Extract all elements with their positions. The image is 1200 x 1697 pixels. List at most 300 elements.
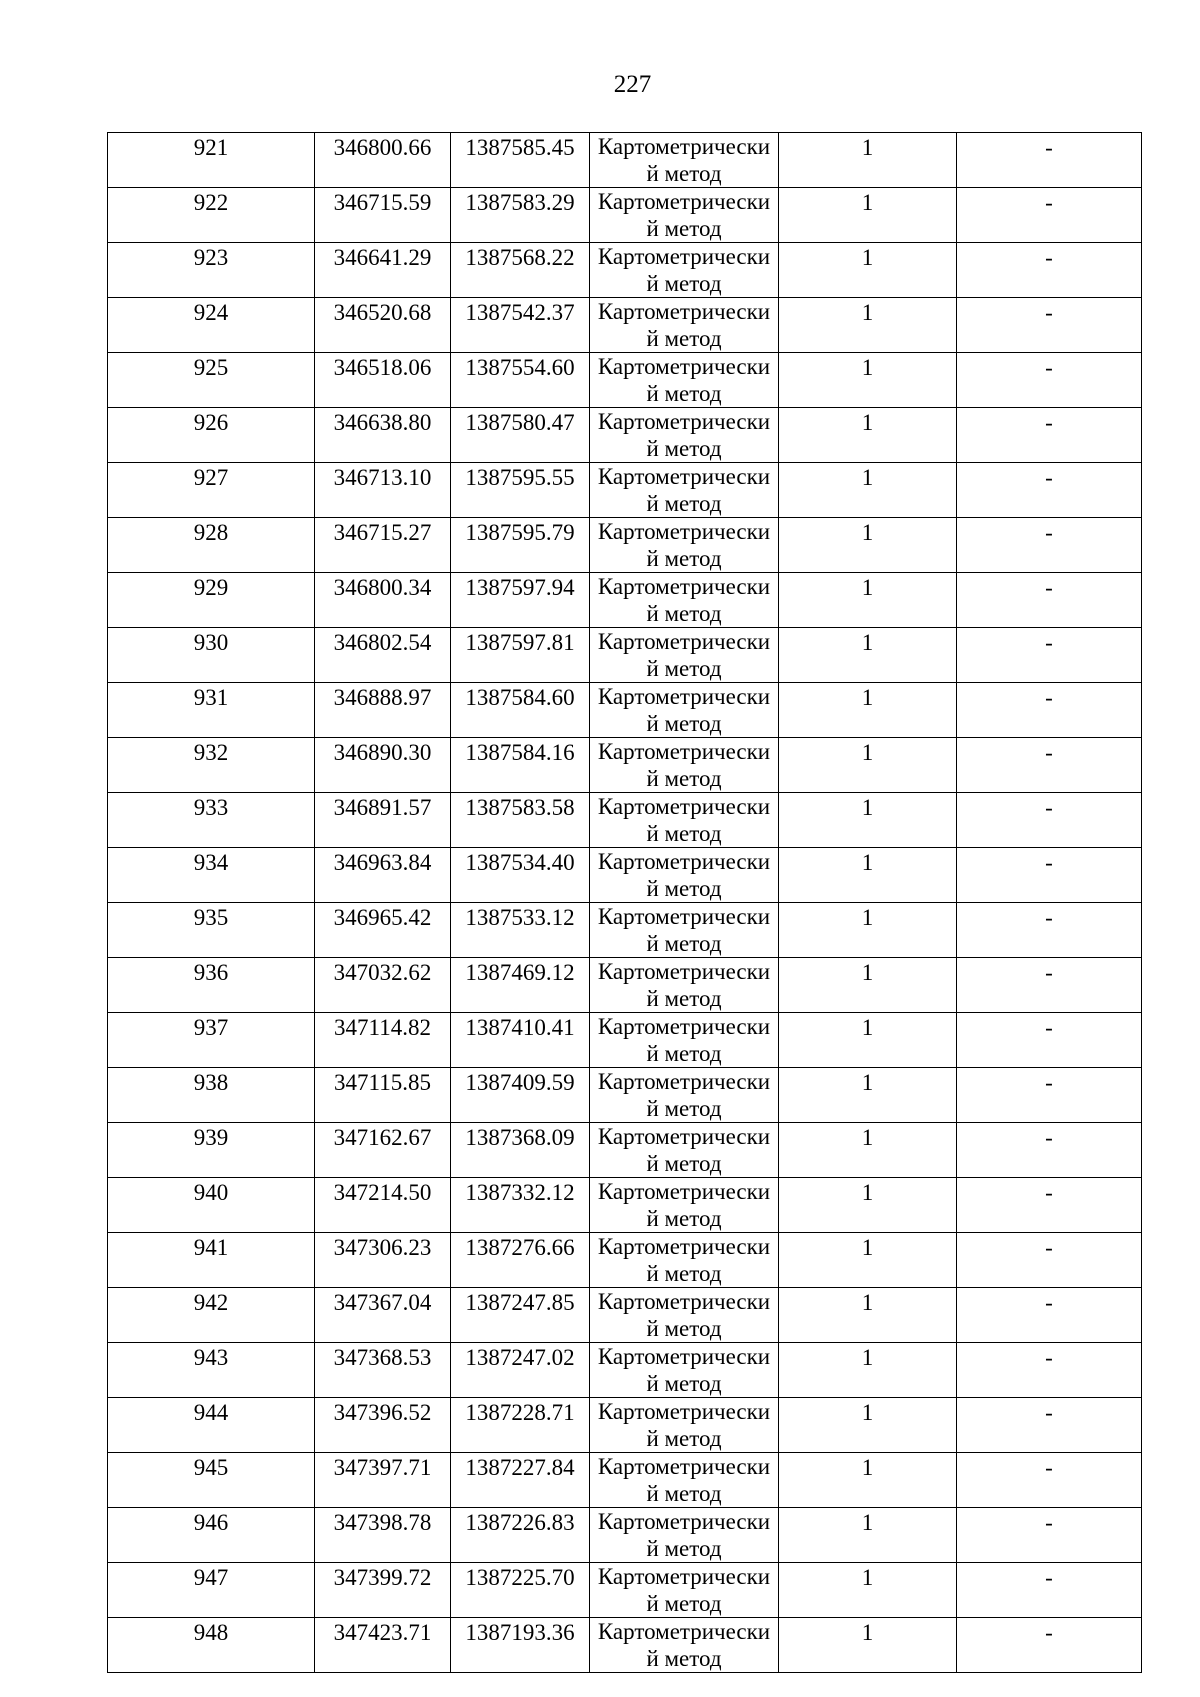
x-coordinate-cell (315, 353, 451, 408)
point-number-cell (108, 1123, 315, 1178)
y-coordinate-cell (451, 1343, 590, 1398)
method-cell (590, 628, 779, 683)
accuracy-cell (779, 1123, 957, 1178)
method-text-line-2: й метод (646, 1096, 722, 1121)
x-coordinate-value: 346802.54 (333, 630, 432, 655)
x-coordinate-cell (315, 1068, 451, 1123)
note-value: - (1045, 245, 1053, 270)
point-number-cell (108, 738, 315, 793)
x-coordinate-value: 346715.59 (333, 190, 432, 215)
method-text-line-2: й метод (646, 876, 722, 901)
method-text-line-2: й метод (646, 711, 722, 736)
x-coordinate-cell (315, 133, 451, 188)
note-cell (957, 958, 1142, 1013)
x-coordinate-value: 346963.84 (333, 850, 432, 875)
table-row (108, 188, 1142, 243)
point-number-value: 925 (193, 355, 229, 380)
method-text-line-2: й метод (646, 1426, 722, 1451)
y-coordinate-cell (451, 848, 590, 903)
y-coordinate-cell (451, 463, 590, 518)
method-text-line-1: Картометрически (597, 1454, 771, 1479)
x-coordinate-cell (315, 1618, 451, 1673)
accuracy-value: 1 (861, 1180, 874, 1205)
note-cell (957, 1233, 1142, 1288)
accuracy-value: 1 (861, 300, 874, 325)
accuracy-cell (779, 243, 957, 298)
method-text-line-2: й метод (646, 491, 722, 516)
point-number-cell (108, 133, 315, 188)
y-coordinate-cell (451, 1563, 590, 1618)
y-coordinate-value: 1387595.55 (465, 465, 575, 490)
method-text-line-2: й метод (646, 1371, 722, 1396)
method-text-line-1: Картометрически (597, 299, 771, 324)
note-cell (957, 628, 1142, 683)
accuracy-value: 1 (861, 630, 874, 655)
method-text-line-1: Картометрически (597, 1399, 771, 1424)
note-cell (957, 353, 1142, 408)
method-text-line-1: Картометрически (597, 1564, 771, 1589)
y-coordinate-value: 1387276.66 (465, 1235, 575, 1260)
point-number-cell (108, 793, 315, 848)
table-row (108, 1398, 1142, 1453)
method-cell (590, 1618, 779, 1673)
point-number-value: 946 (193, 1510, 229, 1535)
method-text-line-2: й метод (646, 931, 722, 956)
method-text-line-1: Картометрически (597, 1234, 771, 1259)
note-value: - (1045, 1015, 1053, 1040)
method-cell (590, 133, 779, 188)
table-row (108, 573, 1142, 628)
table-row (108, 1343, 1142, 1398)
x-coordinate-value: 346715.27 (333, 520, 432, 545)
y-coordinate-value: 1387332.12 (465, 1180, 575, 1205)
y-coordinate-cell (451, 903, 590, 958)
y-coordinate-value: 1387247.02 (465, 1345, 575, 1370)
x-coordinate-value: 346518.06 (333, 355, 432, 380)
x-coordinate-cell (315, 463, 451, 518)
accuracy-value: 1 (861, 1070, 874, 1095)
y-coordinate-value: 1387597.94 (465, 575, 575, 600)
method-text-line-2: й метод (646, 601, 722, 626)
method-text-line-2: й метод (646, 216, 722, 241)
x-coordinate-cell (315, 1343, 451, 1398)
method-text-line-1: Картометрически (597, 1509, 771, 1534)
method-text-line-2: й метод (646, 1261, 722, 1286)
y-coordinate-cell (451, 1068, 590, 1123)
y-coordinate-cell (451, 1013, 590, 1068)
accuracy-value: 1 (861, 465, 874, 490)
x-coordinate-cell (315, 188, 451, 243)
x-coordinate-cell (315, 903, 451, 958)
point-number-value: 937 (193, 1015, 229, 1040)
method-text-line-2: й метод (646, 1646, 722, 1671)
accuracy-value: 1 (861, 1455, 874, 1480)
accuracy-value: 1 (861, 575, 874, 600)
x-coordinate-cell (315, 1178, 451, 1233)
method-cell (590, 1013, 779, 1068)
method-text-line-1: Картометрически (597, 1289, 771, 1314)
accuracy-value: 1 (861, 795, 874, 820)
point-number-value: 944 (193, 1400, 229, 1425)
x-coordinate-value: 346638.80 (333, 410, 432, 435)
method-cell (590, 463, 779, 518)
point-number-value: 924 (193, 300, 229, 325)
accuracy-value: 1 (861, 685, 874, 710)
point-number-value: 921 (193, 135, 229, 160)
y-coordinate-cell (451, 1288, 590, 1343)
note-cell (957, 243, 1142, 298)
point-number-value: 928 (193, 520, 229, 545)
note-cell (957, 1288, 1142, 1343)
y-coordinate-cell (451, 1398, 590, 1453)
note-value: - (1045, 740, 1053, 765)
accuracy-cell (779, 793, 957, 848)
point-number-value: 948 (193, 1620, 229, 1645)
note-cell (957, 1068, 1142, 1123)
point-number-cell (108, 1563, 315, 1618)
x-coordinate-value: 347306.23 (333, 1235, 432, 1260)
y-coordinate-cell (451, 1123, 590, 1178)
x-coordinate-value: 346800.34 (333, 575, 432, 600)
note-value: - (1045, 355, 1053, 380)
x-coordinate-value: 346800.66 (333, 135, 432, 160)
note-value: - (1045, 1455, 1053, 1480)
note-value: - (1045, 1235, 1053, 1260)
point-number-value: 935 (193, 905, 229, 930)
y-coordinate-cell (451, 298, 590, 353)
table-row (108, 1453, 1142, 1508)
note-value: - (1045, 190, 1053, 215)
table-row (108, 518, 1142, 573)
accuracy-cell (779, 1178, 957, 1233)
y-coordinate-value: 1387193.36 (465, 1620, 575, 1645)
method-text-line-2: й метод (646, 1591, 722, 1616)
x-coordinate-value: 346713.10 (333, 465, 432, 490)
note-value: - (1045, 465, 1053, 490)
x-coordinate-cell (315, 628, 451, 683)
accuracy-value: 1 (861, 1345, 874, 1370)
point-number-cell (108, 1508, 315, 1563)
x-coordinate-value: 346890.30 (333, 740, 432, 765)
x-coordinate-value: 347032.62 (333, 960, 432, 985)
y-coordinate-value: 1387597.81 (465, 630, 575, 655)
method-text-line-1: Картометрически (597, 1179, 771, 1204)
y-coordinate-value: 1387584.60 (465, 685, 575, 710)
x-coordinate-cell (315, 793, 451, 848)
method-text-line-1: Картометрически (597, 1619, 771, 1644)
point-number-cell (108, 518, 315, 573)
method-cell (590, 188, 779, 243)
accuracy-value: 1 (861, 245, 874, 270)
note-cell (957, 738, 1142, 793)
accuracy-cell (779, 408, 957, 463)
note-cell (957, 573, 1142, 628)
accuracy-cell (779, 1398, 957, 1453)
note-cell (957, 463, 1142, 518)
x-coordinate-value: 347396.52 (333, 1400, 432, 1425)
note-value: - (1045, 1125, 1053, 1150)
accuracy-cell (779, 1618, 957, 1673)
y-coordinate-cell (451, 133, 590, 188)
y-coordinate-cell (451, 353, 590, 408)
x-coordinate-value: 346641.29 (333, 245, 432, 270)
method-text-line-1: Картометрически (597, 354, 771, 379)
point-number-cell (108, 1013, 315, 1068)
table-row (108, 408, 1142, 463)
point-number-value: 923 (193, 245, 229, 270)
accuracy-value: 1 (861, 905, 874, 930)
point-number-cell (108, 683, 315, 738)
accuracy-cell (779, 1508, 957, 1563)
point-number-value: 932 (193, 740, 229, 765)
accuracy-cell (779, 738, 957, 793)
note-value: - (1045, 850, 1053, 875)
point-number-value: 933 (193, 795, 229, 820)
point-number-value: 938 (193, 1070, 229, 1095)
accuracy-cell (779, 1068, 957, 1123)
point-number-cell (108, 463, 315, 518)
y-coordinate-cell (451, 243, 590, 298)
y-coordinate-cell (451, 958, 590, 1013)
point-number-cell (108, 1398, 315, 1453)
note-cell (957, 188, 1142, 243)
method-cell (590, 848, 779, 903)
point-number-value: 943 (193, 1345, 229, 1370)
accuracy-cell (779, 848, 957, 903)
point-number-cell (108, 1068, 315, 1123)
method-cell (590, 298, 779, 353)
note-value: - (1045, 410, 1053, 435)
y-coordinate-value: 1387584.16 (465, 740, 575, 765)
y-coordinate-value: 1387226.83 (465, 1510, 575, 1535)
x-coordinate-value: 346888.97 (333, 685, 432, 710)
table-row (108, 243, 1142, 298)
table-row (108, 793, 1142, 848)
method-cell (590, 1398, 779, 1453)
y-coordinate-value: 1387227.84 (465, 1455, 575, 1480)
method-text-line-2: й метод (646, 436, 722, 461)
note-cell (957, 793, 1142, 848)
point-number-cell (108, 1178, 315, 1233)
x-coordinate-cell (315, 848, 451, 903)
x-coordinate-cell (315, 1563, 451, 1618)
point-number-cell (108, 628, 315, 683)
method-text-line-1: Картометрически (597, 1124, 771, 1149)
point-number-cell (108, 353, 315, 408)
note-cell (957, 1178, 1142, 1233)
accuracy-value: 1 (861, 1620, 874, 1645)
note-value: - (1045, 685, 1053, 710)
method-text-line-2: й метод (646, 381, 722, 406)
y-coordinate-cell (451, 408, 590, 463)
accuracy-value: 1 (861, 135, 874, 160)
method-text-line-2: й метод (646, 1151, 722, 1176)
table-row (108, 1123, 1142, 1178)
table-row (108, 463, 1142, 518)
method-text-line-2: й метод (646, 1316, 722, 1341)
point-number-value: 930 (193, 630, 229, 655)
table-row (108, 353, 1142, 408)
y-coordinate-value: 1387585.45 (465, 135, 575, 160)
accuracy-value: 1 (861, 355, 874, 380)
method-cell (590, 1563, 779, 1618)
accuracy-cell (779, 1013, 957, 1068)
method-cell (590, 1453, 779, 1508)
accuracy-cell (779, 298, 957, 353)
y-coordinate-value: 1387554.60 (465, 355, 575, 380)
method-text-line-1: Картометрически (597, 684, 771, 709)
method-text-line-1: Картометрически (597, 519, 771, 544)
table-row (108, 133, 1142, 188)
method-text-line-1: Картометрически (597, 409, 771, 434)
method-text-line-2: й метод (646, 1041, 722, 1066)
method-text-line-1: Картометрически (597, 629, 771, 654)
note-value: - (1045, 1620, 1053, 1645)
table-row (108, 1068, 1142, 1123)
method-cell (590, 1233, 779, 1288)
accuracy-cell (779, 188, 957, 243)
x-coordinate-cell (315, 958, 451, 1013)
method-text-line-2: й метод (646, 766, 722, 791)
table-row (108, 298, 1142, 353)
method-text-line-2: й метод (646, 271, 722, 296)
x-coordinate-cell (315, 298, 451, 353)
x-coordinate-cell (315, 408, 451, 463)
method-text-line-2: й метод (646, 821, 722, 846)
method-text-line-1: Картометрически (597, 794, 771, 819)
method-text-line-1: Картометрически (597, 739, 771, 764)
point-number-cell (108, 408, 315, 463)
note-value: - (1045, 1290, 1053, 1315)
x-coordinate-cell (315, 1288, 451, 1343)
y-coordinate-value: 1387580.47 (465, 410, 575, 435)
x-coordinate-value: 346965.42 (333, 905, 432, 930)
method-text-line-2: й метод (646, 1481, 722, 1506)
method-text-line-1: Картометрически (597, 244, 771, 269)
point-number-cell (108, 958, 315, 1013)
method-text-line-1: Картометрически (597, 1014, 771, 1039)
table-row (108, 1288, 1142, 1343)
note-value: - (1045, 1180, 1053, 1205)
y-coordinate-cell (451, 738, 590, 793)
point-number-cell (108, 243, 315, 298)
note-value: - (1045, 1400, 1053, 1425)
accuracy-value: 1 (861, 410, 874, 435)
x-coordinate-value: 346520.68 (333, 300, 432, 325)
point-number-value: 939 (193, 1125, 229, 1150)
y-coordinate-cell (451, 1233, 590, 1288)
point-number-value: 929 (193, 575, 229, 600)
point-number-value: 927 (193, 465, 229, 490)
method-text-line-1: Картометрически (597, 464, 771, 489)
x-coordinate-value: 347397.71 (333, 1455, 432, 1480)
table-row (108, 1563, 1142, 1618)
point-number-value: 940 (193, 1180, 229, 1205)
y-coordinate-cell (451, 683, 590, 738)
method-cell (590, 1068, 779, 1123)
accuracy-cell (779, 463, 957, 518)
method-text-line-1: Картометрически (597, 849, 771, 874)
accuracy-cell (779, 1233, 957, 1288)
table-row (108, 848, 1142, 903)
x-coordinate-value: 347115.85 (334, 1070, 431, 1095)
point-number-value: 945 (193, 1455, 229, 1480)
accuracy-cell (779, 518, 957, 573)
accuracy-value: 1 (861, 520, 874, 545)
y-coordinate-value: 1387568.22 (465, 245, 575, 270)
y-coordinate-value: 1387247.85 (465, 1290, 575, 1315)
y-coordinate-cell (451, 1508, 590, 1563)
point-number-value: 931 (193, 685, 229, 710)
y-coordinate-value: 1387469.12 (465, 960, 575, 985)
point-number-cell (108, 573, 315, 628)
method-text-line-2: й метод (646, 656, 722, 681)
accuracy-cell (779, 683, 957, 738)
y-coordinate-cell (451, 1178, 590, 1233)
point-number-value: 926 (193, 410, 229, 435)
y-coordinate-value: 1387410.41 (465, 1015, 575, 1040)
point-number-value: 941 (193, 1235, 229, 1260)
method-text-line-2: й метод (646, 546, 722, 571)
method-text-line-2: й метод (646, 161, 722, 186)
method-text-line-2: й метод (646, 1206, 722, 1231)
accuracy-cell (779, 958, 957, 1013)
method-text-line-1: Картометрически (597, 1344, 771, 1369)
x-coordinate-cell (315, 683, 451, 738)
x-coordinate-cell (315, 1508, 451, 1563)
table-row (108, 628, 1142, 683)
x-coordinate-value: 347368.53 (333, 1345, 432, 1370)
note-value: - (1045, 1510, 1053, 1535)
note-cell (957, 848, 1142, 903)
accuracy-cell (779, 1453, 957, 1508)
y-coordinate-value: 1387583.29 (465, 190, 575, 215)
method-text-line-1: Картометрически (597, 189, 771, 214)
method-text-line-1: Картометрически (597, 904, 771, 929)
note-cell (957, 683, 1142, 738)
note-cell (957, 1398, 1142, 1453)
table-row (108, 903, 1142, 958)
method-cell (590, 793, 779, 848)
point-number-cell (108, 298, 315, 353)
table-body (108, 133, 1142, 1673)
point-number-value: 922 (193, 190, 229, 215)
note-value: - (1045, 520, 1053, 545)
note-value: - (1045, 135, 1053, 160)
accuracy-cell (779, 903, 957, 958)
y-coordinate-value: 1387409.59 (465, 1070, 575, 1095)
method-text-line-2: й метод (646, 326, 722, 351)
note-cell (957, 133, 1142, 188)
note-value: - (1045, 1345, 1053, 1370)
accuracy-value: 1 (861, 1125, 874, 1150)
x-coordinate-value: 347423.71 (333, 1620, 432, 1645)
table-row (108, 683, 1142, 738)
note-cell (957, 1123, 1142, 1178)
table-row (108, 958, 1142, 1013)
x-coordinate-cell (315, 738, 451, 793)
accuracy-value: 1 (861, 190, 874, 215)
method-cell (590, 1178, 779, 1233)
method-text-line-2: й метод (646, 986, 722, 1011)
y-coordinate-value: 1387225.70 (465, 1565, 575, 1590)
note-cell (957, 1563, 1142, 1618)
accuracy-value: 1 (861, 850, 874, 875)
x-coordinate-cell (315, 573, 451, 628)
accuracy-cell (779, 628, 957, 683)
x-coordinate-cell (315, 1013, 451, 1068)
y-coordinate-value: 1387368.09 (465, 1125, 575, 1150)
